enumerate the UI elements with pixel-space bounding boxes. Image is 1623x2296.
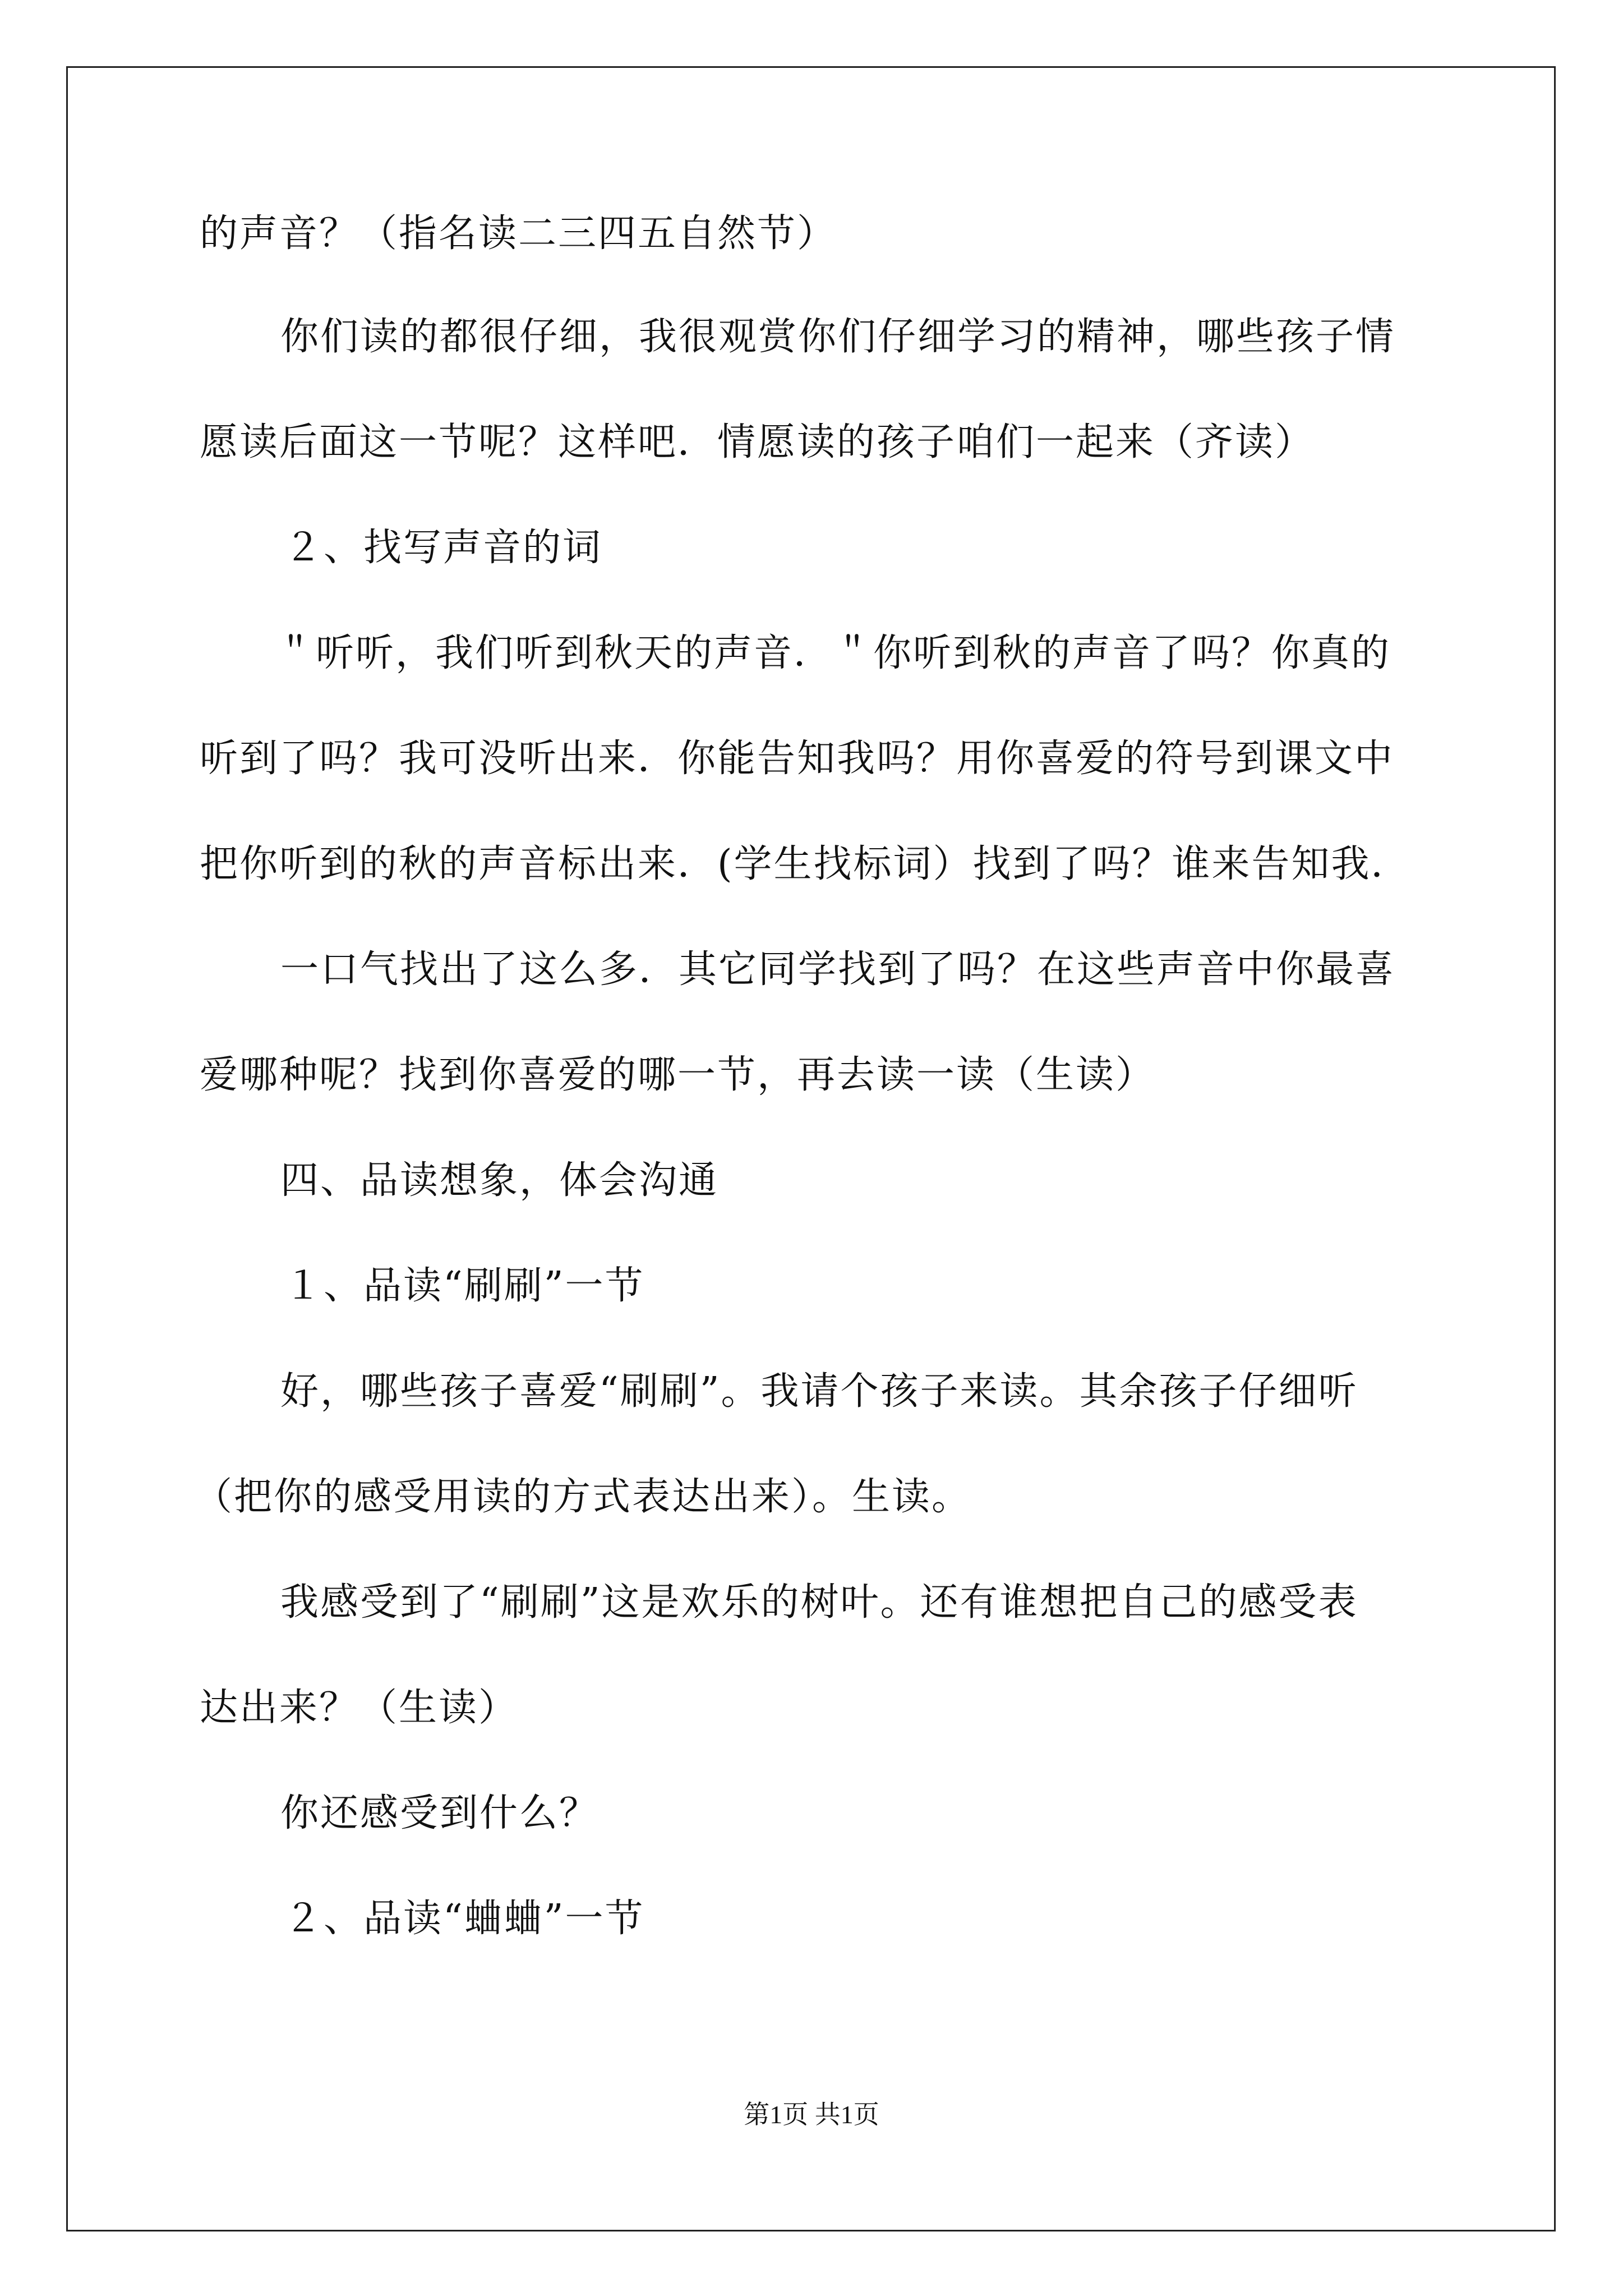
text-line: 爱哪种呢？找到你喜爱的哪一节，再去读一读（生读） xyxy=(200,1053,1156,1097)
text-line: 愿读后面这一节呢？这样吧．情愿读的孩子咱们一起来（齐读） xyxy=(200,420,1315,464)
text-line: ＂听听，我们听到秋天的声音．＂你听到秋的声音了吗？你真的 xyxy=(276,631,1391,675)
section-heading: 四、品读想象，体会沟通 xyxy=(280,1158,719,1203)
text-line: 你还感受到什么？ xyxy=(280,1791,600,1835)
subsection-heading: ２、品读“蛐蛐”一节 xyxy=(284,1897,645,1941)
text-line: 的声音？（指名读二三四五自然节） xyxy=(200,211,837,256)
text-line: 好，哪些孩子喜爱“刷刷”。我请个孩子来读。其余孩子仔细听 xyxy=(280,1369,1358,1414)
text-line: 把你听到的秋的声音标出来．(学生找标词）找到了吗？谁来告知我． xyxy=(200,842,1411,886)
text-line: 达出来？（生读） xyxy=(200,1686,519,1730)
text-line: 听到了吗？我可没听出来．你能告知我吗？用你喜爱的符号到课文中 xyxy=(200,737,1395,781)
text-line: ２、找写声音的词 xyxy=(284,526,603,570)
page-number-footer: 第1页 共1页 xyxy=(744,2100,879,2129)
text-line: （把你的感受用读的方式表达出来）。生读。 xyxy=(194,1475,972,1519)
text-line: 一口气找出了这么多．其它同学找到了吗？在这些声音中你最喜 xyxy=(280,947,1396,992)
subsection-heading: １、品读“刷刷”一节 xyxy=(284,1264,645,1308)
text-line: 我感受到了“刷刷”这是欢乐的树叶。还有谁想把自己的感受表 xyxy=(280,1580,1358,1625)
text-line: 你们读的都很仔细，我很观赏你们仔细学习的精神，哪些孩子情 xyxy=(280,315,1396,359)
